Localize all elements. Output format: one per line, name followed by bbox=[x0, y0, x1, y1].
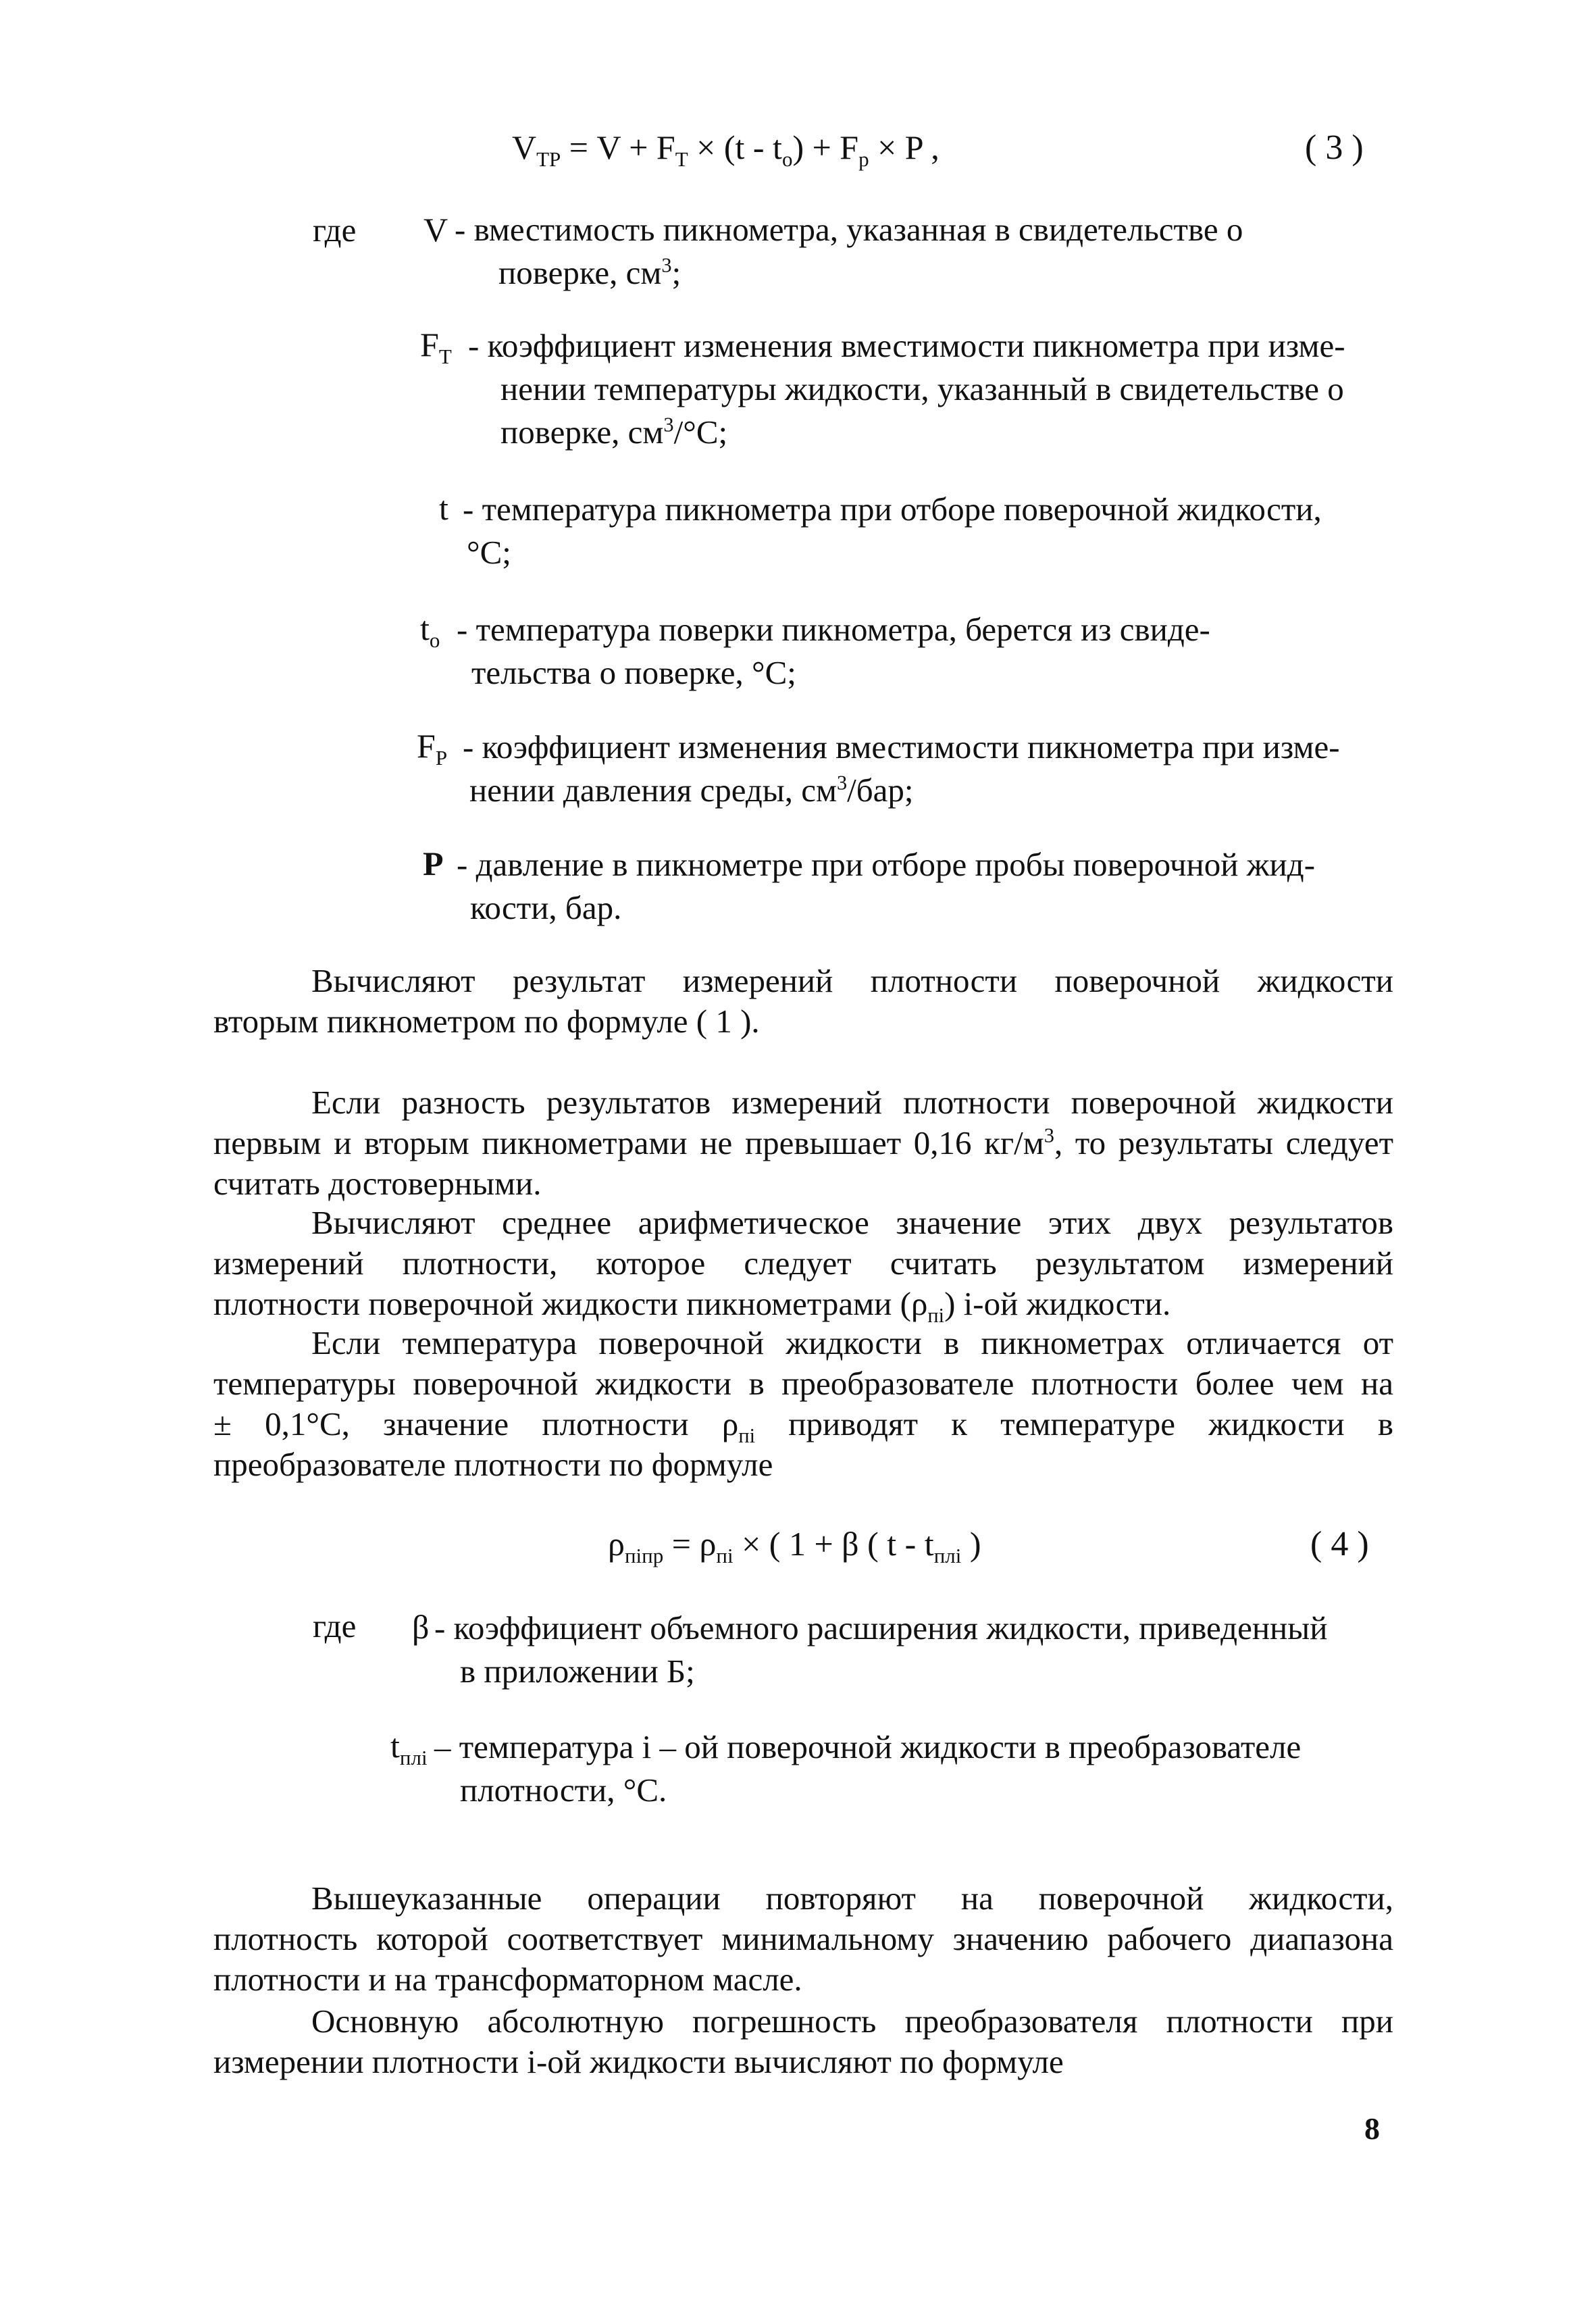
symbol-t-pli: $t_{плi}$ bbox=[390, 1727, 428, 1769]
symbol-beta: β bbox=[412, 1608, 430, 1646]
paragraph-6: Основную абсолютную погрешность преобразователя плотности при измерении плотности i-ой жидкости вычисляют по формуле bbox=[213, 2003, 1393, 2080]
equation-number-3: ( 3 ) bbox=[1305, 128, 1364, 167]
symbol-v: V bbox=[423, 211, 448, 249]
symbol-fp: $F_P$ bbox=[417, 727, 448, 770]
formula-3-lhs: V bbox=[512, 128, 537, 166]
definition-t-pli: – температура i – ой поверочной жидкости в преобразователе плотности, °С. bbox=[434, 1728, 1302, 1809]
definition-t: - температура пикнометра при отборе поверочной жидкости, °С; bbox=[463, 491, 1322, 571]
definition-p: - давление в пикнометре при отборе пробы поверочной жид- кости, бар. bbox=[457, 846, 1316, 926]
where-label-2: где bbox=[313, 1607, 357, 1644]
symbol-t0: $t_o$ bbox=[420, 609, 440, 652]
definition-beta: - коэффициент объемного расширения жидкости, приведенный в приложении Б; bbox=[434, 1609, 1328, 1690]
where-label-1: где bbox=[313, 211, 357, 249]
symbol-t: t bbox=[439, 489, 448, 527]
paragraph-1: Вычисляют результат измерений плотности поверочной жидкости вторым пикнометром по формуле ( 1 ). bbox=[213, 962, 1393, 1040]
formula-4: $\rho_{пiпр} = \rho_{пi}$ × ( 1 + β ( t - $t_{плi}$ ) bbox=[608, 1525, 981, 1567]
paragraph-3: Вычисляют среднее арифметическое значение этих двух результатов измерений плотности, которое следует считать результатом измерений плотности поверочной жидкости пикнометрами $(\rho_{пi})$ i-ой жидкости. bbox=[213, 1204, 1393, 1327]
paragraph-5: Вышеуказанные операции повторяют на поверочной жидкости, плотность которой соответствует минимальному значению рабочего диапазона плотности и на трансформаторном масле. bbox=[213, 1880, 1393, 1998]
definition-fp: - коэффициент изменения вместимости пикнометра при изме- нении давления среды, $см^3$/бар; bbox=[463, 728, 1340, 809]
page-number: 8 bbox=[1364, 2111, 1380, 2146]
symbol-ft: $F_T$ bbox=[420, 326, 452, 368]
symbol-p: P bbox=[423, 845, 444, 882]
paragraph-4: Если температура поверочной жидкости в пикнометрах отличается от температуры поверочной жидкости в преобразователе плотности более чем на ± 0,1°С, значение плотности $\rho_{пi}$ приводят к температуре жидкости в преобразователе плотности по формуле bbox=[213, 1324, 1394, 1483]
definition-t0: - температура поверки пикнометра, берется из свиде- тельства о поверке, °С; bbox=[457, 611, 1210, 691]
definition-v: - вместимость пикнометра, указанная в свидетельстве о поверке, $см^3$; bbox=[455, 211, 1243, 291]
equation-number-4: ( 4 ) bbox=[1310, 1525, 1369, 1563]
definition-ft: - коэффициент изменения вместимости пикнометра при изме- нении температуры жидкости, указанный в свидетельстве о поверке, $см^3/^\circ С$; bbox=[468, 327, 1345, 451]
formula-3: $V_{ТР} = V + F_T \times (t - t_o) + F_p \times P$ , bbox=[512, 128, 939, 171]
paragraph-2: Если разность результатов измерений плотности поверочной жидкости первым и вторым пикнометрами не превышает 0,16 $кг/м^3$, то результаты следует считать достоверными. bbox=[213, 1084, 1393, 1202]
